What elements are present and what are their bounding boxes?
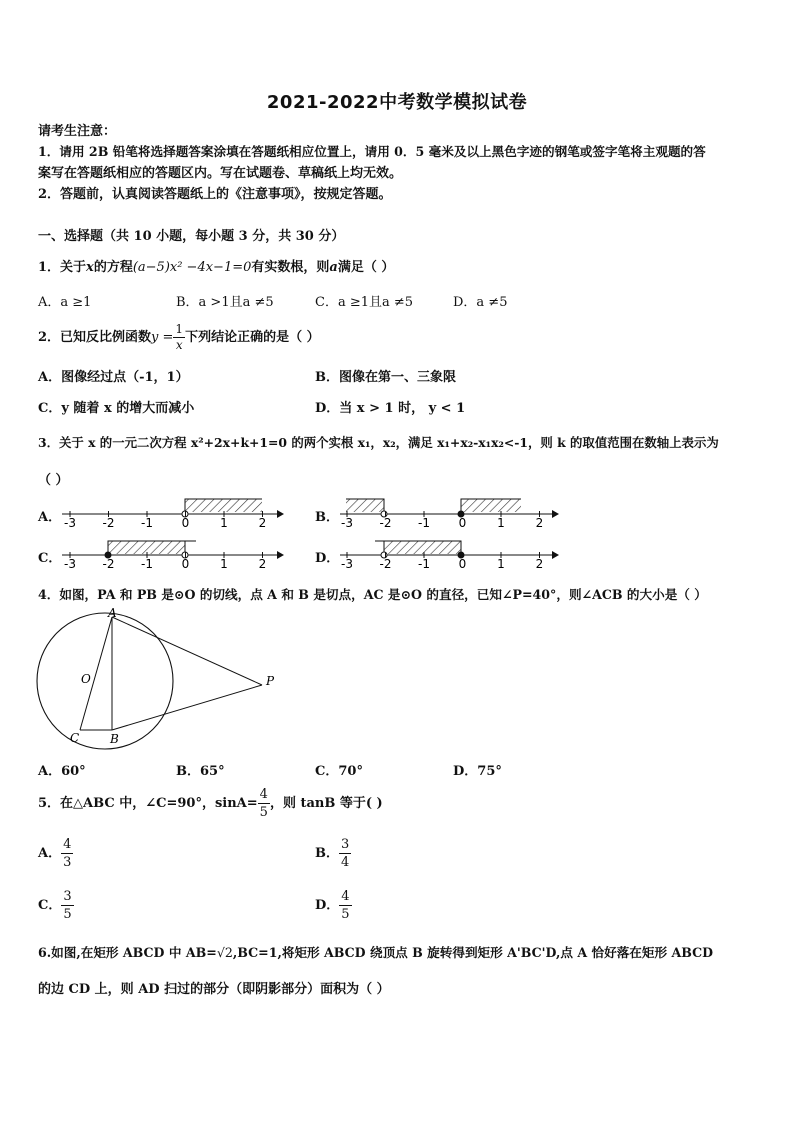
q5-d-den: 5 (341, 907, 350, 922)
q5-b-fraction (339, 836, 351, 871)
q6-post: ,BC=1,将矩形 ABCD 绕顶点 B 旋转得到矩形 A'BC'D,点 A 恰好落在矩形 ABCD (232, 945, 714, 960)
tick-label: 2 (535, 557, 544, 571)
tick-label: -3 (341, 516, 353, 530)
tick-label: 2 (258, 557, 267, 571)
question-6 (38, 942, 713, 961)
number-line-d (340, 541, 559, 571)
label-c: C (70, 731, 80, 745)
q1-equation: (a−5)x² −4x−1=0 (132, 260, 252, 275)
number-line-a (62, 499, 284, 530)
q5-b-num: 3 (341, 837, 350, 852)
q1-option-a: A．a ≥1 (38, 295, 92, 310)
q2-pre: 2．已知反比例函数 (38, 330, 152, 345)
tick-label: 0 (458, 516, 467, 530)
notice-line-2: 2．答题前，认真阅读答题纸上的《注意事项》，按规定答题。 (38, 187, 392, 202)
q4-option-d: D．75° (453, 764, 502, 779)
q5-c-num: 3 (63, 889, 72, 904)
question-5 (38, 786, 383, 821)
section-heading: 一、选择题（共 10 小题，每小题 3 分，共 30 分） (38, 229, 345, 244)
q5-c-fraction (61, 888, 73, 923)
q4-option-b: B．65° (176, 764, 225, 779)
number-line-b (340, 499, 559, 530)
tick-label: 2 (258, 516, 267, 530)
tick-label: -1 (418, 516, 430, 530)
q6-sqrt: √2 (216, 945, 233, 960)
tick-label: 1 (497, 557, 505, 571)
label-b: B (110, 732, 119, 746)
tick-label: -2 (379, 557, 392, 571)
notice-line-1b: 案写在答题纸相应的答题区内。写在试题卷、草稿纸上均无效。 (38, 166, 403, 181)
q2-option-c: C．y 随着 x 的增大而减小 (38, 401, 195, 416)
q5-a-label: A． (38, 846, 62, 861)
q3-option-d-label: D． (315, 551, 340, 566)
tick-label: 2 (535, 516, 544, 530)
q4-option-c: C．70° (315, 764, 363, 779)
label-p: P (266, 674, 275, 688)
q1-option-c: C．a ≥1且a ≠5 (315, 295, 414, 310)
q5-option-d (315, 888, 352, 923)
q1-x: x (86, 260, 94, 275)
q4-circle-tangent-figure (30, 605, 290, 750)
q3-paren: （ ） (38, 473, 69, 488)
tick-label: -3 (64, 516, 76, 530)
tangent-pa (112, 617, 262, 685)
circle-o (37, 613, 173, 749)
tick-label: -2 (102, 516, 115, 530)
label-o: O (81, 672, 91, 686)
q5-c-label: C． (38, 898, 62, 913)
tick-label: 1 (497, 516, 505, 530)
q6-pre: 6.如图,在矩形 ABCD 中 AB= (38, 945, 217, 960)
tick-label: -1 (141, 557, 153, 571)
q2-option-b: B．图像在第一、三象限 (315, 370, 456, 385)
tick-label: -1 (418, 557, 430, 571)
q5-option-b (315, 836, 351, 871)
q4-option-a: A．60° (38, 764, 86, 779)
q1-option-d: D．a ≠5 (453, 295, 508, 310)
q5-b-den: 4 (341, 855, 350, 870)
tick-label: -2 (102, 557, 115, 571)
q3-option-b-label: B． (315, 510, 339, 525)
question-3: 3．关于 x 的一元二次方程 x²+2x+k+1=0 的两个实根 x₁，x₂，满足 x₁+x₂-x₁x₂<-1，则 k 的取值范围在数轴上表示为 (38, 435, 719, 450)
q5-fraction (258, 786, 270, 821)
q5-pre: 5．在△ABC 中，∠C=90°，sinA= (38, 796, 258, 811)
q6-line-2: 的边 CD 上，则 AD 扫过的部分（即阴影部分）面积为（ ） (38, 982, 390, 997)
q5-a-fraction (61, 836, 73, 871)
q1-a: a (329, 260, 338, 275)
q2-post: 下列结论正确的是（ ） (185, 330, 320, 345)
q1-post: 有实数根，则 (251, 260, 330, 275)
q2-option-d: D．当 x > 1 时， y < 1 (315, 401, 466, 416)
q5-frac-den: 5 (259, 805, 268, 820)
q2-y: y = (151, 330, 174, 345)
q3-option-a-label: A． (38, 510, 62, 525)
q5-c-den: 5 (63, 907, 72, 922)
tick-label: 1 (220, 516, 228, 530)
tick-label: -1 (141, 516, 153, 530)
q5-option-c (38, 888, 74, 923)
q1-end: 满足（ ） (337, 260, 395, 275)
tick-label: -3 (341, 557, 353, 571)
q5-d-fraction (339, 888, 351, 923)
q3-option-c-label: C． (38, 551, 62, 566)
q1-option-b: B．a >1且a ≠5 (176, 295, 274, 310)
q5-a-den: 3 (63, 855, 72, 870)
tick-label: -3 (64, 557, 76, 571)
notice-line-1: 1．请用 2B 铅笔将选择题答案涂填在答题纸相应位置上，请用 0．5 毫米及以上黑色字迹的钢笔或签字笔将主观题的答 (38, 144, 706, 159)
tick-label: 0 (181, 557, 190, 571)
q5-frac-num: 4 (259, 787, 268, 802)
tick-label: 0 (458, 557, 467, 571)
q2-option-a: A．图像经过点（-1，1） (38, 370, 189, 385)
q5-a-num: 4 (63, 837, 72, 852)
notice-heading: 请考生注意： (38, 124, 117, 139)
q2-frac-num: 1 (175, 322, 184, 336)
q1-mid: 的方程 (93, 260, 133, 275)
q5-b-label: B． (315, 846, 339, 861)
question-4: 4．如图，PA 和 PB 是⊙O 的切线，点 A 和 B 是切点，AC 是⊙O 的直径，已知∠P=40°，则∠ACB 的大小是（ ） (38, 587, 707, 602)
q5-option-a (38, 836, 73, 871)
label-a: A (108, 606, 117, 620)
q5-post: ，则 tanB 等于( ) (269, 796, 383, 811)
page-title: 2021-2022中考数学模拟试卷 (266, 92, 528, 113)
q1-pre: 1．关于 (38, 260, 87, 275)
tangent-pb (112, 685, 262, 730)
tick-label: -2 (379, 516, 392, 530)
tick-label: 0 (181, 516, 190, 530)
q5-d-num: 4 (341, 889, 350, 904)
q2-frac-den: x (175, 338, 183, 352)
tick-label: 1 (220, 557, 228, 571)
number-line-c (62, 541, 284, 571)
q5-d-label: D． (315, 898, 340, 913)
